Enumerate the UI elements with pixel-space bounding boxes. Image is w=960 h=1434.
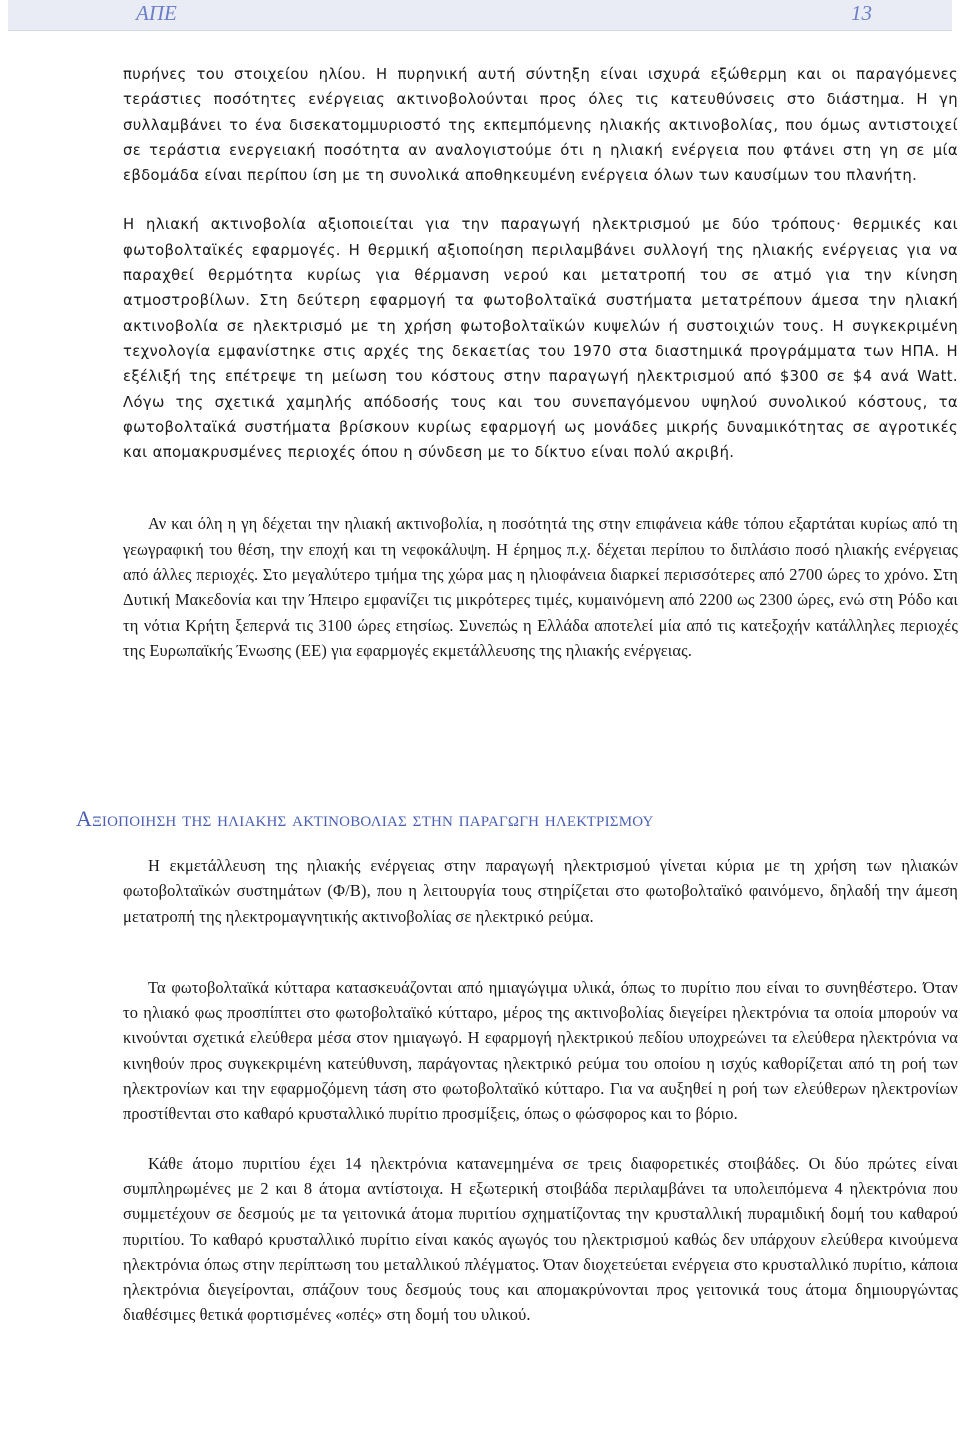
header-title: ΑΠΕ <box>136 1 177 25</box>
paragraph-silicon-atom: Κάθε άτομο πυριτίου έχει 14 ηλεκτρόνια κατανεμημένα σε τρεις διαφορετικές στοιβάδες. Οι δύο πρώτες είναι συμπληρωμένες με 2 και 8 άτομα αντίστοιχα. Η εξωτερική στοιβάδα περιλαμβάνει τα υπολειπόμενα 4 ηλεκτρόνια που συμμετέχουν σε δεσμούς με τα γειτονικά άτομα πυριτίου σχηματίζοντας την κρυσταλλική πυραμιδική δομή του καθαρού πυριτίου. Το καθαρό κρυσταλλικό πυρίτιο είναι κακός αγωγός του ηλεκτρισμού καθώς δεν υπάρχουν ελεύθερα κινούμενα ηλεκτρόνια όπως στην περίπτωση του μεταλλικού πλέγματος. Όταν διοχετεύεται ενέργεια στο κρυσταλλικό πυρίτιο, κάποια ηλεκτρόνια διεγείρονται, σπάζουν τους δεσμούς τους και απομακρύνονται προς γειτονικά τους άτομα δημιουργώντας διαθέσιμες θετικά φορτισμένες «οπές» στη δομή του υλικού. <box>123 1153 958 1325</box>
paragraph-pv-systems: Η εκμετάλλευση της ηλιακής ενέργειας στην παραγωγή ηλεκτρισμού γίνεται κύρια με τη χρήση των ηλιακών φωτοβολταϊκών συστημάτων (Φ/Β), που η λειτουργία τους στηρίζεται στο φωτοβολταϊκό φαινόμενο, δηλαδή την άμεση μετατροπή της ηλεκτρομαγνητικής ακτινοβολίας σε ηλεκτρικό ρεύμα. <box>123 856 958 926</box>
paragraph-solar-electricity-uses: Η ηλιακή ακτινοβολία αξιοποιείται για την παραγωγή ηλεκτρισμού με δύο τρόπους· θερμικές και φωτοβολταϊκές εφαρμογές. Η θερμική αξιοποίηση περιλαμβάνει συλλογή της ηλιακής ενέργειας για να παραχθεί θερμότητα κυρίως για θέρμανση νερού και μετατροπή του σε ατμό για την κίνηση ατμοστροβίλων. Στη δεύτερη εφαρμογή τα φωτοβολταϊκά συστήματα μετατρέπουν άμεσα την ηλιακή ακτινοβολία σε ηλεκτρισμό με τη χρήση φωτοβολταϊκών κυψελών ή συστοιχιών τους. Η συγκεκριμένη τεχνολογία εμφανίστηκε στις αρχές της δεκαετίας του 1970 στα διαστημικά προγράμματα των ΗΠΑ. Η εξέλιξή της επέτρεψε τη μείωση του κόστους στην παραγωγή ηλεκτρισμού από $300 σε $4 ανά Watt. Λόγω της σχετικά χαμηλής απόδοσής τους και του συνεπαγόμενου υψηλού συνολικού κόστους, τα φωτοβολταϊκά συστήματα βρίσκουν κυρίως εφαρμογή ως μονάδες μικρής δυναμικότητας σε αγροτικές και απομακρυσμένες περιοχές όπου η σύνδεση με το δίκτυο είναι πολύ ακριβή. <box>123 216 958 462</box>
body-text-bottom <box>123 853 958 1328</box>
page-header <box>8 0 952 31</box>
section-heading: Αξιοποιηση της ηλιακης ακτινοβολιας στην παραγωγη ηλεκτρισμου <box>76 806 654 831</box>
page-number: 13 <box>851 1 872 25</box>
paragraph-solar-fusion: πυρήνες του στοιχείου ηλίου. Η πυρηνική αυτή σύντηξη είναι ισχυρά εξώθερμη και οι παραγόμενες τεράστιες ποσότητες ενέργειας ακτινοβολούνται προς όλες τις κατευθύνσεις στο διάστημα. Η γη συλλαμβάνει το ένα δισεκατομμυριοστό της εκπεμπόμενης ηλιακής ακτινοβολίας, που όμως αντιστοιχεί σε τεράστια ενεργειακή ποσότητα αν αναλογιστούμε ότι η ηλιακή ενέργεια που φτάνει στη γη σε μία εβδομάδα είναι περίπου ίση με τη συνολικά αποθηκευμένη ενέργεια όλων των καυσίμων του πλανήτη. <box>123 66 958 185</box>
paragraph-pv-cells: Τα φωτοβολταϊκά κύτταρα κατασκευάζονται από ημιαγώγιμα υλικά, όπως το πυρίτιο που είναι το συνηθέστερο. Όταν το ηλιακό φως προσπίπτει στο φωτοβολταϊκό κύτταρο, μέρος της ακτινοβολίας διεγείρει ηλεκτρόνια τα οποία μπορούν να κινούνται σχετικά ελεύθερα μέσα στον ημιαγωγό. Η εφαρμογή ηλεκτρικού πεδίου υποχρεώνει τα ελεύθερα ηλεκτρόνια να κινηθούν προς συγκεκριμένη κατεύθυνση, παράγοντας ηλεκτρικό ρεύμα του οποίου η ισχύς καθορίζεται από τη ροή των ηλεκτρονίων και την εφαρμοζόμενη τάση στο φωτοβολταϊκό κύτταρο. Για να αυξηθεί η ροή των ελεύθερων ηλεκτρονίων προστίθενται στο καθαρό κρυσταλλικό πυρίτιο προσμίξεις, όπως ο φώσφορος και το βόριο. <box>123 977 958 1124</box>
paragraph-solar-greece: Αν και όλη η γη δέχεται την ηλιακή ακτινοβολία, η ποσότητά της στην επιφάνεια κάθε τόπου εξαρτάται κυρίως από τη γεωγραφική του θέση, την εποχή και τη νεφοκάλυψη. Η έρημος π.χ. δέχεται περίπου το διπλάσιο ποσό ηλιακής ενέργειας από άλλες περιοχές. Στο μεγαλύτερο τμήμα της χώρα μας η ηλιοφάνεια διαρκεί περισσότερες από 2700 ώρες το χρόνο. Στη Δυτική Μακεδονία και την Ήπειρο εμφανίζει τις μικρότερες τιμές, κυμαινόμενη από 2200 ως 2300 ώρες, ενώ στη Ρόδο και τη νότια Κρήτη ξεπερνά τις 3100 ώρες ετησίως. Συνεπώς η Ελλάδα αποτελεί μία από τις κατεξοχήν κατάλληλες περιοχές της Ευρωπαϊκής Ένωσης (ΕΕ) για εφαρμογές εκμετάλλευσης της ηλιακής ενέργειας. <box>123 514 958 660</box>
body-text-top <box>123 62 958 663</box>
